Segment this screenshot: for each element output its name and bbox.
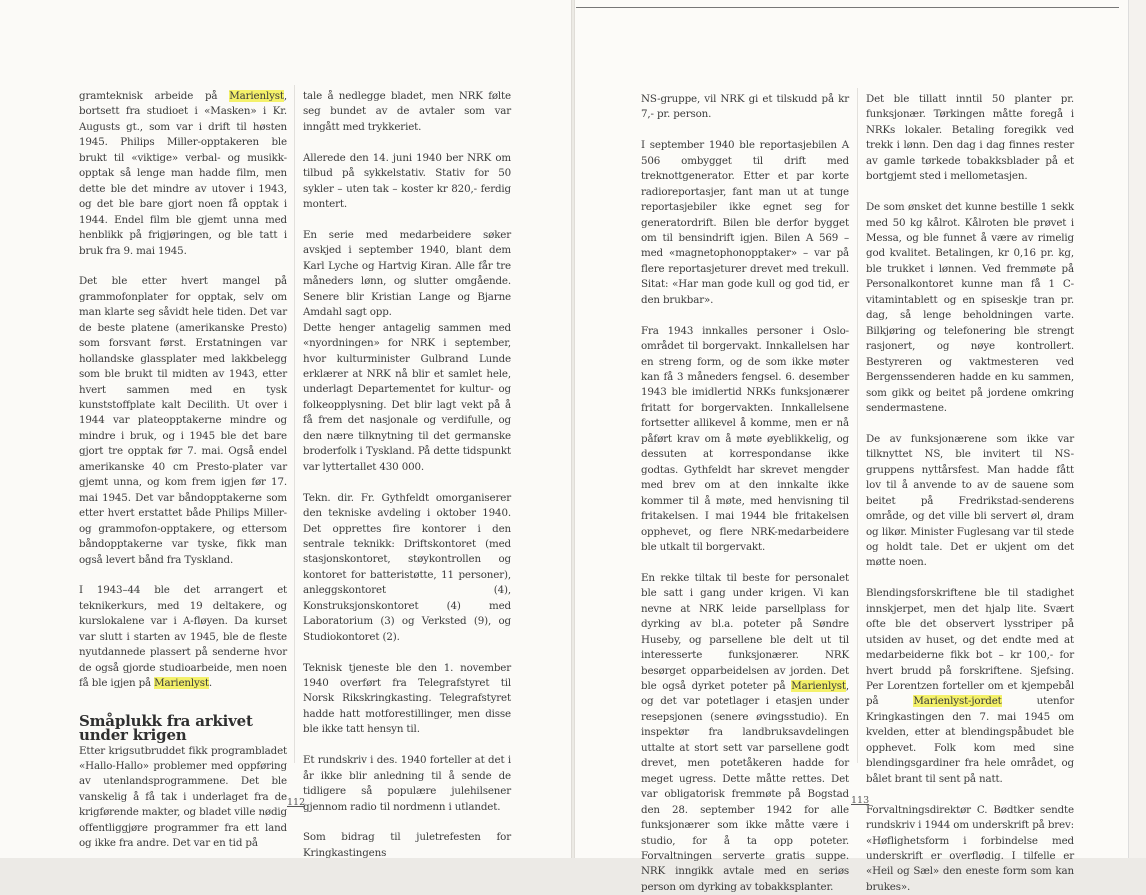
col2-paragraph-3: En serie med medarbeidere søker avskjed i september 1940, blant dem Karl Lyche og Hartvig Kiran. Alle får tre måneders lønn, og slutter omgående. Senere blir Kristian Lange og Bjarne Amdahl sagt opp.: [303, 228, 511, 319]
col1-paragraph-3: I 1943–44 ble det arrangert et teknikerkurs, med 19 deltakere, og kurslokalene var i A-fløyen. Da kurset var slutt i starten av 1945, ble de fleste nyutdannede plassert på senderne hvor de også gjorde studioarbeide, men noen få ble igjen på Marienlyst.: [79, 584, 287, 690]
highlight-marienlyst: Marienlyst: [791, 680, 846, 693]
page-number-left: 112: [287, 797, 306, 808]
col2-paragraph-7: Et rundskriv i des. 1940 forteller at det i år ikke blir anledning til å sende de tidligere så populære julehilsener gjennom radio til nordmenn i utlandet.: [303, 754, 511, 813]
column-divider: [294, 85, 295, 763]
col2-paragraph-2: Allerede den 14. juni 1940 ber NRK om tilbud på sykkelstativ. Stativ for 50 sykler – uten tak – koster kr 820,- ferdig montert.: [303, 151, 511, 211]
col4-paragraph-1: Det ble tillatt inntil 50 planter pr. funksjonær. Tørkingen måtte foregå i NRKs lokaler. Betaling foregikk ved trekk i lønn. Den dag i dag finnes rester av gamle tørkede tobakksblader på et bortgjemt sted i mellometasjen.: [866, 93, 1074, 183]
col2-paragraph-1: tale å nedlegge bladet, men NRK følte seg bundet av de avtaler som var inngått med trykkeriet.: [303, 90, 511, 133]
highlight-marienlyst-jordet: Marienlyst-jordet: [913, 695, 1002, 708]
col3-paragraph-3: Fra 1943 innkalles personer i Oslo-området til borgervakt. Innkallelsen har en streng form, og de som ikke møter kan få 3 måneders fengsel. 6. desember 1943 ble imidlertid NRKs funksjonærer fritatt for borgervakten. Innkallelsene fortsetter allikevel å komme, men er nå påført krav om å møte øyeblikkelig, og dessuten at korrespondanse ikke godtas. Gythfeldt har skrevet mengder med brev om at den innkalte ikke kommer til å møte, med henvisning til fritakelsen. I mai 1944 ble fritakelsen opphevet, og flere NRK-medarbeidere ble utkalt til borgervakt.: [641, 324, 849, 554]
book-spine: [571, 0, 575, 858]
highlight-marienlyst: Marienlyst: [154, 677, 209, 690]
heading-line-1: Småplukk fra arkivet: [79, 711, 253, 730]
col1-paragraph-2: Det ble etter hvert mangel på grammofonplater for opptak, selv om man klarte seg såvidt hele tiden. Det var de beste platene (amerikanske Presto) som forsvant først. Erstatningen var hollandske glassplater med lakkbelegg som ble brukt til midten av 1943, etter hvert sammen med en tysk kunststoffplate kalt Decilith. Ut over i 1944 var plateopptakerne mindre og mindre i bruk, og i 1945 ble det bare gjort tre opptak før 7. mai. Også endel amerikanske 40 cm Presto-plater var gjemt unna, og kom frem igjen før 17. mai 1945. Det var båndopptakerne som etter hvert erstattet både Philips Miller- og grammofon-opptakere, og ettersom båndopptakerne var tyske, fikk man også levert bånd fra Tyskland.: [79, 275, 287, 566]
col1-paragraph-4: Etter krigsutbruddet fikk programbladet «Hallo-Hallo» problemer med oppføring av utenlandsprogrammene. Det ble vanskelig å få tak i underlaget fra de krigførende makter, og bladet ville nødig offentliggjøre programmer fra ett land og ikke fra andre. Det var en tid på: [79, 744, 287, 850]
page-edge: [1128, 0, 1146, 858]
col2-paragraph-8: Som bidrag til juletrefesten for Kringkastingens: [303, 831, 511, 859]
highlight-marienlyst: Marienlyst: [229, 90, 284, 102]
column-3: [641, 92, 849, 895]
col3-paragraph-2: I september 1940 ble reportasjebilen A 506 ombygget til drift med treknottgenerator. Etter et par korte radioreportasjer, fant man ut at tunge reportasjebiler ikke egnet seg for generatordrift. Bilen ble derfor bygget om til bensindrift igjen. Bilen A 569 – med «magnetophonopptaker» – var på flere reportasjeturer drevet med trekull. Sitat: «Har man gode kull og god tid, er den brukbar».: [641, 139, 849, 306]
heading-line-2: under krigen: [79, 725, 187, 744]
col3-paragraph-4: En rekke tiltak til beste for personalet ble satt i gang under krigen. Vi kan nevne at NRK leide parsellplass for dyrking av bl.a. poteter på Søndre Huseby, og parsellene ble delt ut til interesserte funksjonærer. NRK besørget opparbeidelsen av jorden. Det ble også dyrket poteter på Marienlyst, og det var potetlager i etasjen under resepsjonen (senere øvingsstudio). En inspektør fra landbruksavdelingen uttalte at stort sett var parsellene godt drevet, men potetåkeren hadde for meget ugress. Dette måtte rettes. Det var obligatorisk fremmøte på Bogstad den 28. september 1942 for alle funksjonærer som ikke måtte være i studio, for å ta opp poteter. Forvaltningen serverte gratis suppe. NRK inngikk avtale med en seriøs person om dyrking av tobakksplanter.: [641, 571, 849, 893]
col1-paragraph-1: gramteknisk arbeide på Marienlyst, bortsett fra studioet i «Masken» i Kr. Augusts gt., som var i drift til høsten 1945. Philips Miller-opptakeren ble brukt til «viktige» verbal- og musikk-opptak så lenge man hadde film, men dette ble det mindre av utover i 1943, og det ble bare gjort noen få opptak i 1944. Endel film ble gjemt unna med henblikk på frigjøringen, og ble tatt i bruk fra 9. mai 1945.: [79, 90, 287, 257]
section-heading: [79, 711, 287, 744]
col4-paragraph-5: Forvaltningsdirektør C. Bødtker sendte rundskriv i 1944 om underskrift på brev: «Høflighetsform i forbindelse med underskrift er overflødig. I tilfelle er «Heil og Sæl» den eneste form som kan brukes».: [866, 803, 1074, 893]
column-1: [79, 89, 287, 852]
col4-paragraph-2: De som ønsket det kunne bestille 1 sekk med 50 kg kålrot. Kålroten ble prøvet i Messa, og ble funnet å være av rimelig god kvalitet. Betalingen, kr 0,16 pr. kg, ble trukket i lønnen. Ved fremmøte på Personalkontoret kunne man få 1 C-vitamintablett og en spiseskje tran pr. dag, så lenge beholdningen varte. Bilkjøring og telefonering ble strengt rasjonert, og nøye kontrollert. Bestyreren og vaktmesteren ved Bergenssenderen hadde en ku sammen, som gikk og beitet på jordene omkring sendermastene.: [866, 201, 1074, 414]
col2-paragraph-5: Tekn. dir. Fr. Gythfeldt omorganiserer den tekniske avdeling i oktober 1940. Det opprettes fire kontorer i den sentrale teknikk: Driftskontoret (med stasjonskontoret, støykontrollen og kontoret for batteristøtte, 11 personer), anleggskontoret (4), Konstruksjonskontoret (4) med Laboratorium (3) og Verksted (9), og Studiokontoret (2).: [303, 491, 511, 643]
column-divider: [857, 88, 858, 763]
column-2: [303, 89, 511, 861]
col2-paragraph-4: Dette henger antagelig sammen med «nyordningen» for NRK i september, hvor kulturminister Gulbrand Lunde erklærer at NRK nå blir et samlet hele, underlagt Departementet for kultur- og folkeopplysning. Det blir lagt vekt på å få frem det nasjonale og verdifulle, og den nære tilknytning til det germanske broderfolk i Tyskland. På dette tidspunkt var lyttertallet 430 000.: [303, 321, 511, 473]
col2-paragraph-6: Teknisk tjeneste ble den 1. november 1940 overført fra Telegrafstyret til Norsk Rikskringkasting. Telegrafstyret hadde hatt motforestillinger, men disse ble ikke tatt hensyn til.: [303, 661, 511, 736]
col3-paragraph-1: NS-gruppe, vil NRK gi et tilskudd på kr 7,- pr. person.: [641, 93, 849, 121]
col4-paragraph-3: De av funksjonærene som ikke var tilknyttet NS, ble invitert til NS-gruppens nyttårsfest. Man hadde fått lov til å anvende to av de sauene som beitet på Fredrikstad-senderens område, og det ville bli servert øl, dram og likør. Minister Fuglesang var til stede og holdt tale. Det er ukjent om det møtte noen.: [866, 432, 1074, 569]
page-number-right: 113: [851, 795, 870, 806]
column-4: [866, 92, 1074, 895]
top-rule: [576, 7, 1119, 8]
col4-paragraph-4: Blendingsforskriftene ble til stadighet innskjerpet, men det hjalp lite. Svært ofte ble det observert lysstriper på utsiden av huset, og det endte med at medarbeiderne fikk bot – kr 100,- for hvert brudd på forskriftene. Sjefsing. Per Lorentzen forteller om et kjempebål på Marienlyst-jordet utenfor Kringkastingen den 7. mai 1945 om kvelden, etter at blendingspåbudet ble opphevet. Folk kom med sine blendingsgardiner fra hele området, og bålet brant til sent på natt.: [866, 587, 1074, 785]
